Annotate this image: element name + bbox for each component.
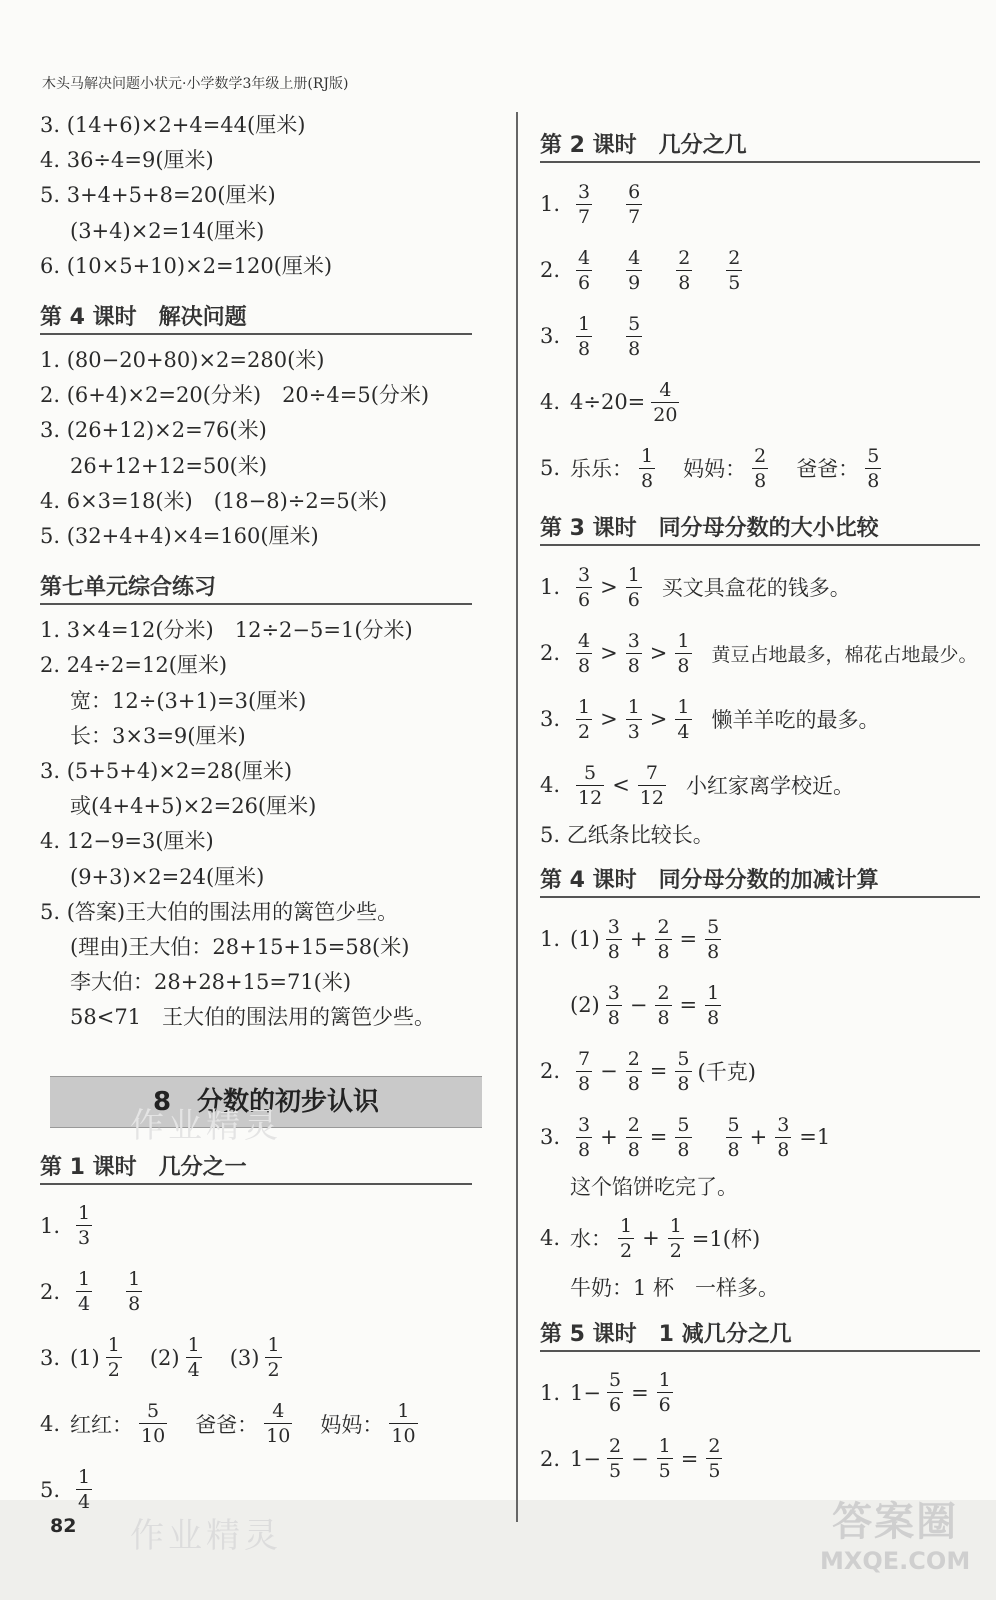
label: 水： <box>570 1227 612 1252</box>
answer-line: 3. (5+5+4)×2=28(厘米) <box>40 759 293 784</box>
answer-line: 1. 3×4=12(分米) 12÷2−5=1(分米) <box>40 618 413 643</box>
item-number: 1. <box>540 192 561 216</box>
item-number: 4. <box>40 1411 61 1436</box>
item-number: 1. <box>540 1380 561 1405</box>
section-title: 第 4 课时 同分母分数的加减计算 <box>540 859 980 898</box>
operator: + <box>629 927 648 952</box>
fraction: $\frac{3}{8}$ <box>607 915 620 963</box>
operator: − <box>629 993 648 1018</box>
part-label: (2) <box>149 1345 180 1370</box>
watermark-logo-url: MXQE.COM <box>820 1547 971 1575</box>
item-number: 1. <box>540 575 561 599</box>
operator: − <box>600 1059 618 1084</box>
fraction: $\frac{6}{7}$ <box>628 180 641 228</box>
answer-line <box>540 1360 985 1426</box>
operator: + <box>600 1125 618 1150</box>
section-title: 第 5 课时 1 减几分之几 <box>540 1313 980 1352</box>
answer-line <box>540 1205 985 1271</box>
operator: = <box>679 927 698 952</box>
answer-line: 5. 乙纸条比较长。 <box>540 823 714 847</box>
answer-line <box>540 1038 985 1104</box>
fraction: $\frac{1}{8}$ <box>128 1268 141 1316</box>
part-label: (1) <box>70 1345 100 1370</box>
fraction: $\frac{1}{3}$ <box>627 695 640 743</box>
answer-line: 6. (10×5+10)×2=120(厘米) <box>40 253 333 278</box>
expression: 4÷20= <box>570 390 646 414</box>
answer-line: 牛奶：1 杯 一样多。 <box>570 1276 780 1301</box>
operator: =1(杯) <box>691 1227 761 1252</box>
fraction: $\frac{1}{2}$ <box>620 1214 633 1262</box>
answer-line: 5. 3+4+5+8=20(厘米) <box>40 183 276 208</box>
label: 乐乐： <box>570 457 633 481</box>
fraction: $\frac{2}{8}$ <box>678 246 691 294</box>
section-title: 第 4 课时 解决问题 <box>40 296 472 335</box>
operator: − <box>631 1446 649 1471</box>
fraction: $\frac{5}{8}$ <box>707 915 720 963</box>
answer-line: 3. (14+6)×2+4=44(厘米) <box>40 113 306 137</box>
item-number: 5. <box>40 1477 61 1502</box>
answer-line <box>540 237 985 303</box>
answer-line <box>540 435 985 501</box>
item-number: 1. <box>40 1213 61 1238</box>
answer-line: 1. (80−20+80)×2=280(米) <box>40 348 325 373</box>
fraction: $\frac{5}{10}$ <box>141 1400 166 1448</box>
item-number: 2. <box>540 641 561 665</box>
fraction: $\frac{5}{6}$ <box>608 1369 622 1417</box>
running-header: 木头马解决问题小状元·小学数学3年级上册(RJ版) <box>42 76 349 92</box>
part-label: (2) <box>570 993 600 1018</box>
answer-line <box>540 369 985 435</box>
part-label: (3) <box>229 1345 260 1370</box>
fraction: $\frac{1}{4}$ <box>78 1268 91 1316</box>
answer-line: 4. 6×3=18(米) (18−8)÷2=5(米) <box>40 488 388 513</box>
answer-line <box>540 906 985 972</box>
fraction: $\frac{2}{5}$ <box>708 1435 721 1483</box>
item-number: 4. <box>540 773 561 797</box>
column-divider <box>516 112 518 1522</box>
item-number: 5. <box>540 456 561 480</box>
fraction: $\frac{2}{8}$ <box>657 915 670 963</box>
fraction: $\frac{7}{12}$ <box>639 761 664 809</box>
operator: > <box>649 641 668 665</box>
page-number: 82 <box>50 1515 77 1537</box>
operator: + <box>749 1125 768 1150</box>
answer-line: 5. (答案)王大伯的围法用的篱笆少些。 <box>40 899 399 924</box>
fraction: $\frac{1}{5}$ <box>658 1435 671 1483</box>
section-title: 第 1 课时 几分之一 <box>40 1146 472 1185</box>
fraction: $\frac{4}{6}$ <box>578 246 591 294</box>
part-label: (1) <box>570 927 600 952</box>
fraction: $\frac{5}{8}$ <box>628 312 641 360</box>
expression: 1− <box>570 1446 601 1471</box>
answer-line: 2. (6+4)×2=20(分米) 20÷4=5(分米) <box>40 383 430 408</box>
operator: > <box>600 641 618 665</box>
fraction: $\frac{2}{5}$ <box>608 1435 622 1483</box>
label: 爸爸： <box>195 1412 259 1437</box>
expression: 1− <box>570 1380 601 1405</box>
answer-line <box>540 620 985 686</box>
fraction: $\frac{2}{8}$ <box>754 444 767 492</box>
fraction: $\frac{1}{4}$ <box>187 1334 200 1382</box>
fraction: $\frac{4}{20}$ <box>653 378 678 426</box>
fraction: $\frac{1}{8}$ <box>677 629 690 677</box>
fraction: $\frac{5}{8}$ <box>677 1113 690 1161</box>
label: 妈妈： <box>683 457 747 481</box>
unit-banner: 8 分数的初步认识 <box>50 1076 482 1128</box>
operator: < <box>612 773 630 797</box>
item-number: 3. <box>540 707 561 731</box>
label: 爸爸： <box>796 457 860 481</box>
watermark-text: 作业精灵 <box>130 1106 282 1146</box>
answer-line <box>540 972 985 1038</box>
fraction: $\frac{5}{8}$ <box>727 1113 740 1161</box>
fraction: $\frac{1}{6}$ <box>658 1369 671 1417</box>
right-column <box>540 118 985 1492</box>
answer-line <box>540 686 985 752</box>
fraction: $\frac{3}{8}$ <box>607 981 620 1029</box>
fraction: $\frac{1}{10}$ <box>391 1400 416 1448</box>
fraction: $\frac{4}{10}$ <box>266 1400 291 1448</box>
fraction: $\frac{4}{8}$ <box>578 629 591 677</box>
answer-line: 58<71 王大伯的围法用的篱笆少些。 <box>70 1005 436 1030</box>
item-number: 3. <box>540 1125 561 1150</box>
fraction: $\frac{1}{2}$ <box>267 1334 280 1382</box>
fraction: $\frac{1}{4}$ <box>78 1466 91 1514</box>
answer-line: 李大伯：28+28+15=71(米) <box>70 970 352 995</box>
answer-line <box>540 554 985 620</box>
fraction: $\frac{3}{8}$ <box>777 1113 790 1161</box>
fraction: $\frac{2}{8}$ <box>657 981 670 1029</box>
fraction: $\frac{3}{8}$ <box>627 629 640 677</box>
answer-line: 宽：12÷(3+1)=3(厘米) <box>70 688 307 713</box>
answer-line: 2. 24÷2=12(厘米) <box>40 653 228 678</box>
fraction: $\frac{1}{8}$ <box>641 444 654 492</box>
operator: = <box>649 1059 668 1084</box>
fraction: $\frac{4}{9}$ <box>628 246 641 294</box>
section-title: 第 2 课时 几分之几 <box>540 124 980 163</box>
operator: > <box>649 707 668 731</box>
answer-text: 懒羊羊吃的最多。 <box>711 708 880 732</box>
answer-line: 4. 36÷4=9(厘米) <box>40 148 214 173</box>
answer-line <box>40 1325 490 1391</box>
answer-line: 或(4+4+5)×2=26(厘米) <box>70 794 317 819</box>
item-number: 2. <box>540 258 561 282</box>
fraction: $\frac{2}{8}$ <box>627 1113 640 1161</box>
fraction: $\frac{2}{8}$ <box>627 1047 640 1095</box>
item-number: 2. <box>540 1059 561 1084</box>
fraction: $\frac{5}{8}$ <box>677 1047 690 1095</box>
answer-line: 5. (32+4+4)×4=160(厘米) <box>40 524 319 549</box>
operator: > <box>600 707 618 731</box>
fraction: $\frac{1}{2}$ <box>107 1334 120 1382</box>
answer-text: 买文具盒花的钱多。 <box>661 576 851 600</box>
section-title: 第七单元综合练习 <box>40 566 472 605</box>
label: 妈妈： <box>320 1412 384 1437</box>
answer-line <box>540 303 985 369</box>
answer-line <box>540 752 985 818</box>
section-title: 第 3 课时 同分母分数的大小比较 <box>540 507 980 546</box>
answer-line: 26+12+12=50(米) <box>70 453 268 478</box>
fraction: $\frac{2}{5}$ <box>728 246 741 294</box>
item-number: 4. <box>540 390 561 414</box>
watermark-logo-text: 答案圈 <box>832 1499 959 1545</box>
fraction: $\frac{1}{8}$ <box>707 981 720 1029</box>
operator: = <box>679 993 698 1018</box>
answer-line: (理由)王大伯：28+15+15=58(米) <box>70 935 410 960</box>
answer-line <box>540 1104 985 1170</box>
operator: = <box>631 1380 649 1405</box>
item-number: 1. <box>540 927 561 952</box>
watermark-text: 作业精灵 <box>130 1516 282 1556</box>
fraction: $\frac{5}{12}$ <box>578 761 603 809</box>
answer-line <box>40 1391 490 1457</box>
answer-line: (9+3)×2=24(厘米) <box>70 864 265 889</box>
operator: = <box>649 1125 668 1150</box>
item-number: 2. <box>40 1279 61 1304</box>
item-number: 3. <box>40 1345 61 1370</box>
answer-text: 小红家离学校近。 <box>685 774 854 798</box>
operator: + <box>642 1226 660 1251</box>
left-column <box>40 108 490 1523</box>
fraction: $\frac{1}{3}$ <box>78 1202 91 1250</box>
item-number: 2. <box>540 1446 561 1471</box>
operator: =1 <box>799 1125 831 1150</box>
item-number: 3. <box>540 324 561 348</box>
fraction: $\frac{1}{6}$ <box>627 563 640 611</box>
watermark-logo <box>820 1490 970 1575</box>
operator: > <box>600 575 618 599</box>
answer-text: 黄豆占地最多，棉花占地最少。 <box>711 643 978 666</box>
unit-text: (千克) <box>697 1060 756 1085</box>
answer-line: 3. (26+12)×2=76(米) <box>40 418 267 443</box>
answer-line: 4. 12−9=3(厘米) <box>40 829 214 854</box>
item-number: 4. <box>540 1226 561 1251</box>
answer-line: 长：3×3=9(厘米) <box>70 723 246 748</box>
answer-line <box>40 1259 490 1325</box>
answer-line <box>540 171 985 237</box>
fraction: $\frac{3}{8}$ <box>578 1113 591 1161</box>
answer-line: 这个馅饼吃完了。 <box>570 1175 738 1200</box>
fraction: $\frac{7}{8}$ <box>578 1047 591 1095</box>
fraction: $\frac{1}{4}$ <box>677 695 690 743</box>
fraction: $\frac{3}{7}$ <box>578 180 591 228</box>
fraction: $\frac{1}{2}$ <box>578 695 591 743</box>
answer-line: (3+4)×2=14(厘米) <box>70 218 265 243</box>
answer-line <box>540 1426 985 1492</box>
label: 红红： <box>70 1412 133 1437</box>
fraction: $\frac{1}{8}$ <box>578 312 591 360</box>
operator: = <box>680 1446 699 1471</box>
answer-line <box>40 1193 490 1259</box>
fraction: $\frac{1}{2}$ <box>669 1214 682 1262</box>
fraction: $\frac{3}{6}$ <box>578 563 591 611</box>
fraction: $\frac{5}{8}$ <box>867 444 880 492</box>
